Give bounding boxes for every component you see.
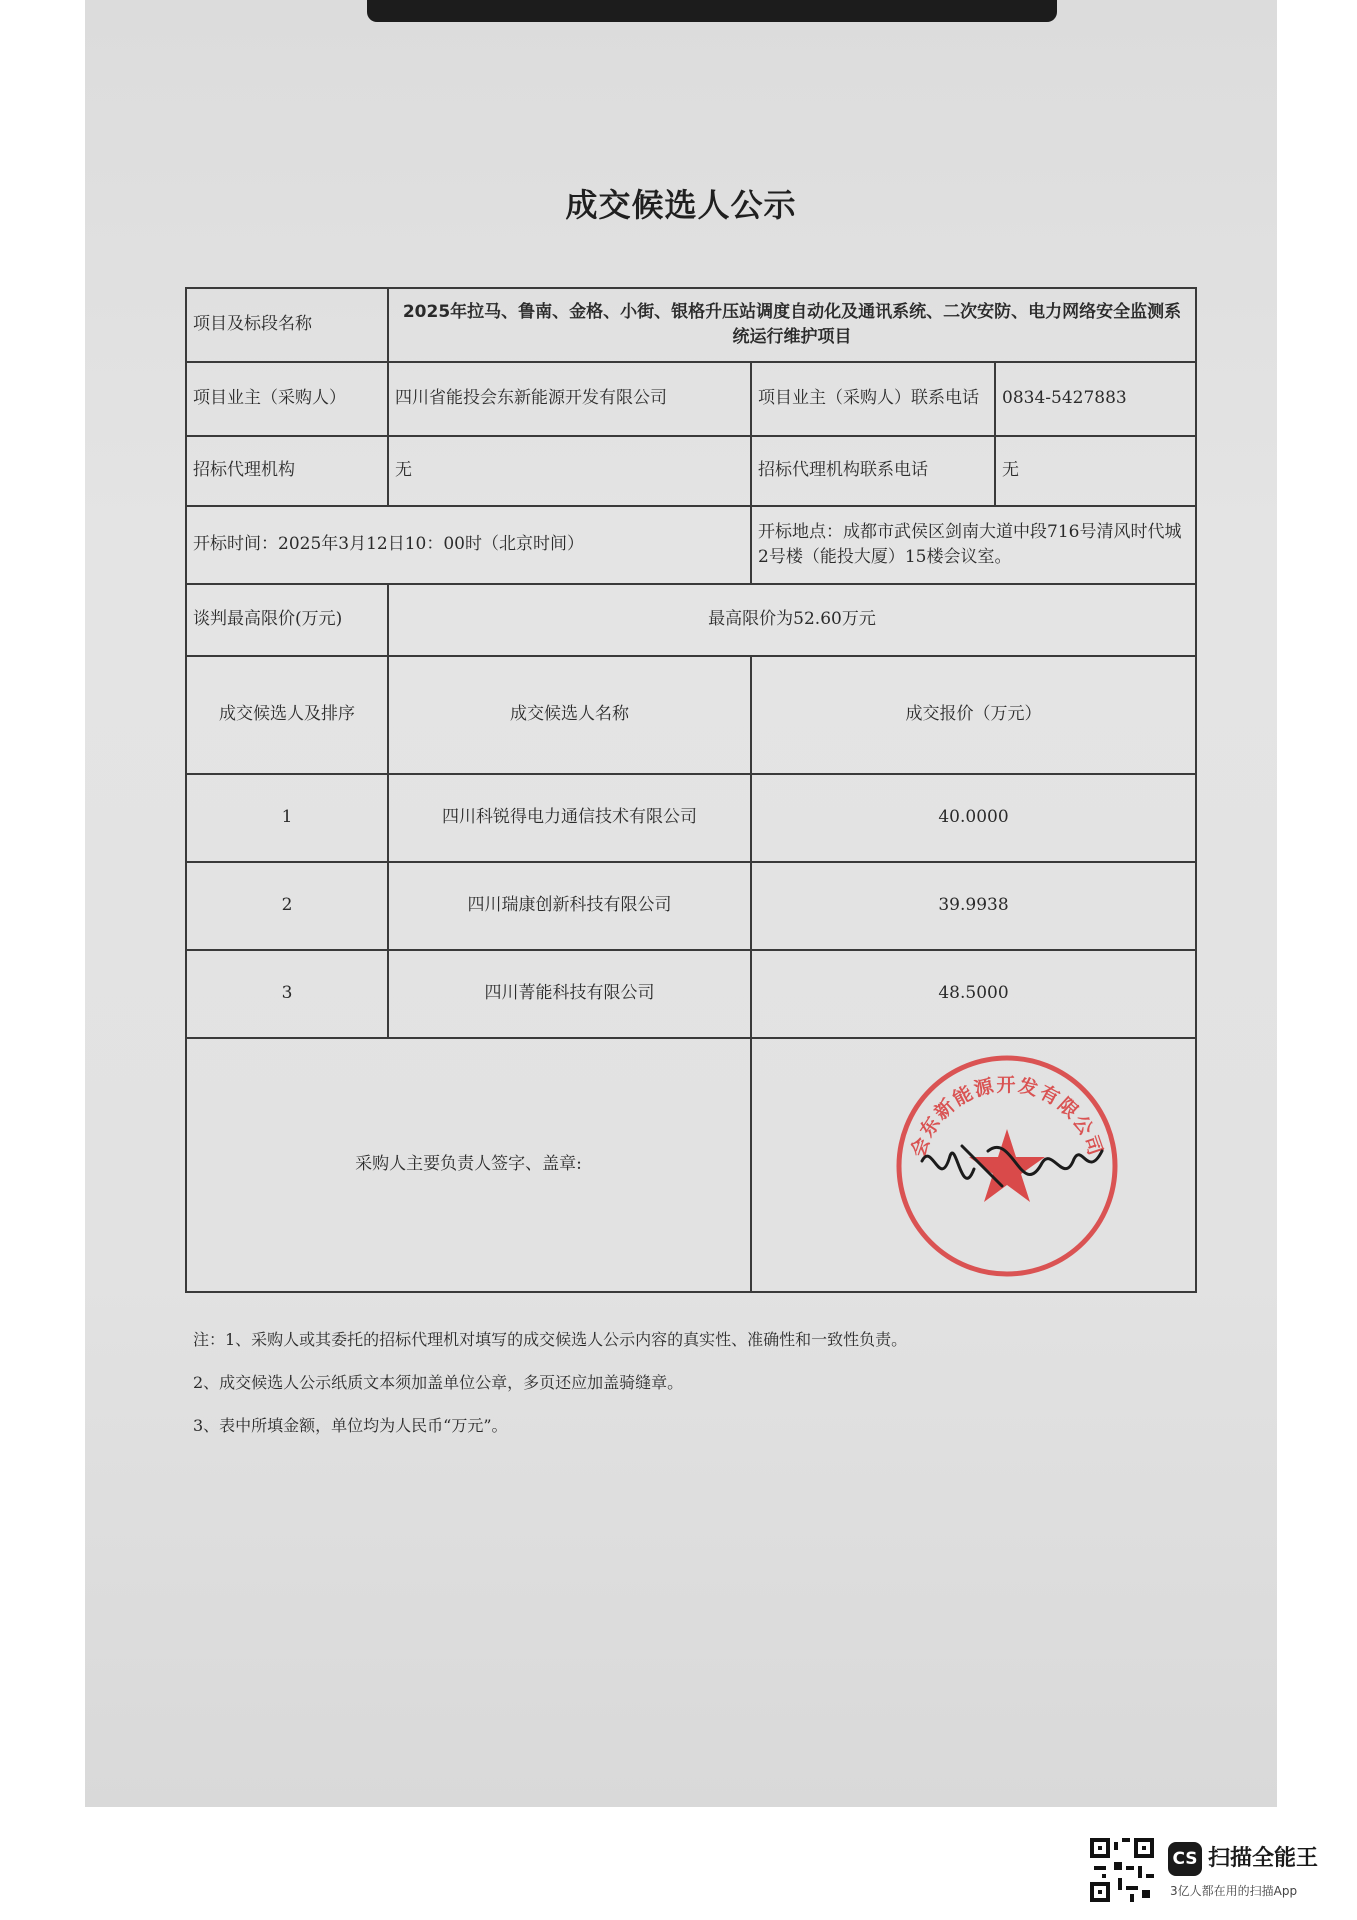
owner-phone-label: 项目业主（采购人）联系电话 (751, 362, 995, 436)
agency-phone-label: 招标代理机构联系电话 (751, 436, 995, 506)
table-row (186, 862, 1196, 950)
row-agency (186, 436, 1196, 506)
owner-phone-value: 0834-5427883 (995, 362, 1196, 436)
qr-code-icon (1090, 1838, 1154, 1902)
candidate-name: 四川菁能科技有限公司 (388, 950, 751, 1038)
header-rank: 成交候选人及排序 (186, 656, 388, 774)
project-name-value: 2025年拉马、鲁南、金格、小街、银格升压站调度自动化及通讯系统、二次安防、电力网络安全监测系统运行维护项目 (388, 288, 1196, 362)
signature-label: 采购人主要负责人签字、盖章: (186, 1038, 751, 1292)
header-price: 成交报价（万元） (751, 656, 1196, 774)
scanned-paper (85, 0, 1277, 1807)
signature-cell (751, 1038, 1196, 1292)
candidate-name: 四川科锐得电力通信技术有限公司 (388, 774, 751, 862)
scanner-watermark (1090, 1838, 1350, 1910)
candidate-price: 40.0000 (751, 774, 1196, 862)
table-row (186, 774, 1196, 862)
candidate-price: 48.5000 (751, 950, 1196, 1038)
row-project-name (186, 288, 1196, 362)
scanner-brand-slogan: 3亿人都在用的扫描App (1170, 1884, 1298, 1898)
row-owner (186, 362, 1196, 436)
candidate-rank: 1 (186, 774, 388, 862)
owner-label: 项目业主（采购人） (186, 362, 388, 436)
candidate-name: 四川瑞康创新科技有限公司 (388, 862, 751, 950)
note-3: 3、表中所填金额，单位均为人民币“万元”。 (193, 1416, 508, 1435)
max-price-value: 最高限价为52.60万元 (388, 584, 1196, 656)
cs-logo-icon: CS (1168, 1842, 1202, 1876)
scanner-brand-name: 扫描全能王 (1208, 1846, 1319, 1871)
candidates-header-row (186, 656, 1196, 774)
agency-phone-value: 无 (995, 436, 1196, 506)
candidate-price: 39.9938 (751, 862, 1196, 950)
opening-place: 开标地点：成都市武侯区剑南大道中段716号清风时代城2号楼（能投大厦）15楼会议室。 (751, 506, 1196, 584)
svg-text:会东新能源开发有限公司: 会东新能源开发有限公司 (907, 1074, 1107, 1160)
agency-label: 招标代理机构 (186, 436, 388, 506)
max-price-label: 谈判最高限价(万元) (186, 584, 388, 656)
opening-time: 开标时间：2025年3月12日10：00时（北京时间） (186, 506, 751, 584)
table-row (186, 950, 1196, 1038)
row-signature (186, 1038, 1196, 1292)
row-max-price (186, 584, 1196, 656)
row-opening (186, 506, 1196, 584)
agency-value: 无 (388, 436, 751, 506)
scan-top-shadow (367, 0, 1057, 22)
candidate-rank: 3 (186, 950, 388, 1038)
page-title: 成交候选人公示 (565, 186, 797, 224)
notes (193, 1318, 907, 1447)
header-name: 成交候选人名称 (388, 656, 751, 774)
note-1: 注：1、采购人或其委托的招标代理机对填写的成交候选人公示内容的真实性、准确性和一致性负责。 (193, 1330, 908, 1349)
project-name-label: 项目及标段名称 (186, 288, 388, 362)
owner-value: 四川省能投会东新能源开发有限公司 (388, 362, 751, 436)
official-seal-icon (892, 1051, 1122, 1281)
candidate-rank: 2 (186, 862, 388, 950)
note-2: 2、成交候选人公示纸质文本须加盖单位公章，多页还应加盖骑缝章。 (193, 1373, 684, 1392)
notice-table (185, 287, 1197, 1293)
